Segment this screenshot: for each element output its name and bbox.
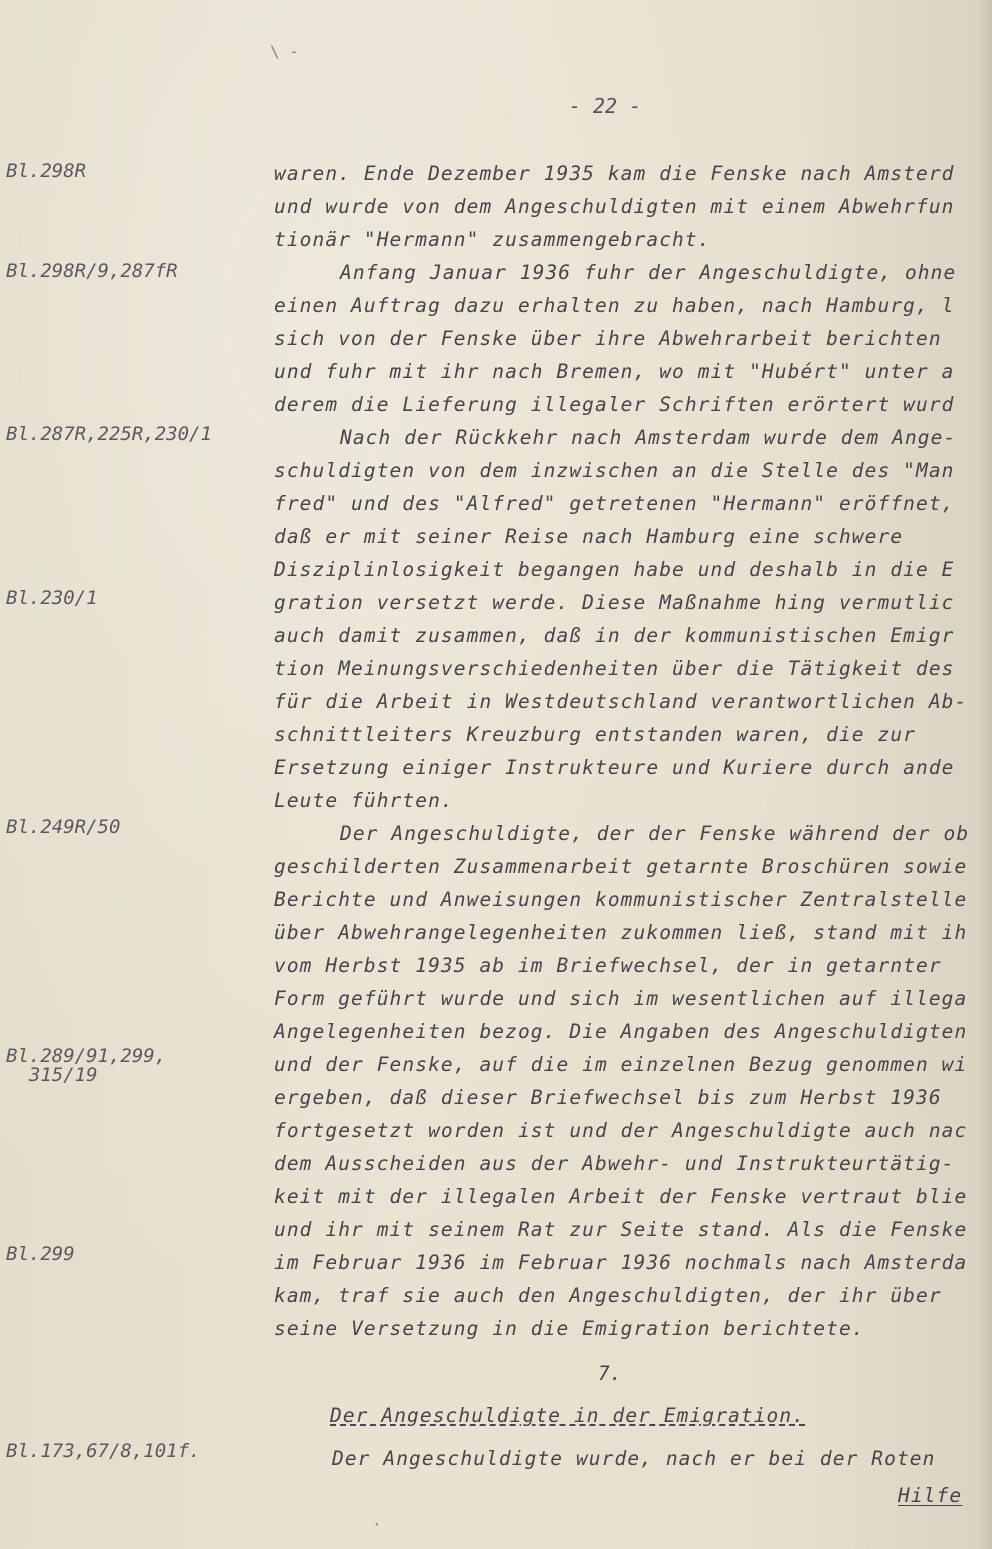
text-line: geschilderten Zusammenarbeit getarnte Broschüren sowie — [274, 855, 968, 878]
text-line: Anfang Januar 1936 fuhr der Angeschuldigte, ohne — [340, 261, 957, 284]
text-line: derem die Lieferung illegaler Schriften erörtert wurd — [274, 393, 955, 416]
text-line: seine Versetzung in die Emigration berichtete. — [274, 1317, 865, 1340]
text-line: schuldigten von dem inzwischen an die Stelle des "Man — [274, 459, 955, 482]
stray-mark: \ - — [270, 42, 299, 61]
text-line: und wurde von dem Angeschuldigten mit einem Abwehrfun — [274, 195, 955, 218]
margin-reference: Bl.299 — [6, 1243, 75, 1265]
text-line: schnittleiters Kreuzburg entstanden waren, die zur — [274, 723, 916, 746]
margin-reference: Bl.230/1 — [6, 587, 98, 609]
section-number: 7. — [598, 1362, 622, 1385]
margin-reference: Bl.289/91,299, 315/19 — [6, 1045, 167, 1086]
text-line: Der Angeschuldigte, der der Fenske während der ob — [340, 822, 970, 845]
text-line: daß er mit seiner Reise nach Hamburg eine schwere — [274, 525, 904, 548]
text-line: Berichte und Anweisungen kommunistischer Zentralstelle — [274, 888, 968, 911]
text-line: Disziplinlosigkeit begangen habe und deshalb in die E — [274, 558, 955, 581]
text-line: im Februar 1936 im Februar 1936 nochmals nach Amsterda — [274, 1251, 968, 1274]
page-number: - 22 - — [568, 94, 642, 118]
page-edge-shadow — [978, 0, 992, 1549]
margin-reference: Bl.173,67/8,101f. — [6, 1440, 201, 1462]
text-line: fortgesetzt worden ist und der Angeschuldigte auch nac — [274, 1119, 968, 1142]
text-line: für die Arbeit in Westdeutschland verantwortlichen Ab- — [274, 690, 968, 713]
margin-reference: Bl.287R,225R,230/1 — [6, 423, 212, 445]
text-line: einen Auftrag dazu erhalten zu haben, nach Hamburg, l — [274, 294, 955, 317]
text-line: und fuhr mit ihr nach Bremen, wo mit "Hubért" unter a — [274, 360, 955, 383]
text-line: vom Herbst 1935 ab im Briefwechsel, der in getarnter — [274, 954, 942, 977]
text-line: Form geführt wurde und sich im wesentlichen auf illega — [274, 987, 968, 1010]
text-line: Der Angeschuldigte wurde, nach er bei der Roten — [332, 1447, 936, 1470]
text-line: ergeben, daß dieser Briefwechsel bis zum Herbst 1936 — [274, 1086, 942, 1109]
text-line: keit mit der illegalen Arbeit der Fenske vertraut blie — [274, 1185, 968, 1208]
margin-reference: Bl.298R — [6, 160, 87, 182]
text-line: tionär "Hermann" zusammengebracht. — [274, 228, 711, 251]
text-line: tion Meinungsverschiedenheiten über die Tätigkeit des — [274, 657, 955, 680]
text-line: über Abwehrangelegenheiten zukommen ließ, stand mit ih — [274, 921, 968, 944]
text-line: Ersetzung einiger Instrukteure und Kuriere durch ande — [274, 756, 955, 779]
section-heading: Der Angeschuldigte in der Emigration. — [330, 1404, 806, 1427]
text-line: waren. Ende Dezember 1935 kam die Fenske nach Amsterd — [274, 162, 955, 185]
text-line: und der Fenske, auf die im einzelnen Bezug genommen wi — [274, 1053, 968, 1076]
text-line: fred" und des "Alfred" getretenen "Hermann" eröffnet, — [274, 492, 955, 515]
stray-mark: · — [372, 1515, 382, 1534]
continuation-word: Hilfe — [898, 1484, 963, 1507]
margin-reference: Bl.298R/9,287fR — [6, 260, 178, 282]
text-line: sich von der Fenske über ihre Abwehrarbeit berichten — [274, 327, 942, 350]
text-line: kam, traf sie auch den Angeschuldigten, der ihr über — [274, 1284, 942, 1307]
text-line: Nach der Rückkehr nach Amsterdam wurde dem Ange- — [340, 426, 957, 449]
text-line: und ihr mit seinem Rat zur Seite stand. Als die Fenske — [274, 1218, 968, 1241]
text-line: dem Ausscheiden aus der Abwehr- und Instrukteurtätig- — [274, 1152, 955, 1175]
margin-reference: Bl.249R/50 — [6, 816, 121, 838]
text-line: Angelegenheiten bezog. Die Angaben des Angeschuldigten — [274, 1020, 968, 1043]
text-line: auch damit zusammen, daß in der kommunistischen Emigr — [274, 624, 955, 647]
text-line: gration versetzt werde. Diese Maßnahme hing vermutlic — [274, 591, 955, 614]
text-line: Leute führten. — [274, 789, 454, 812]
